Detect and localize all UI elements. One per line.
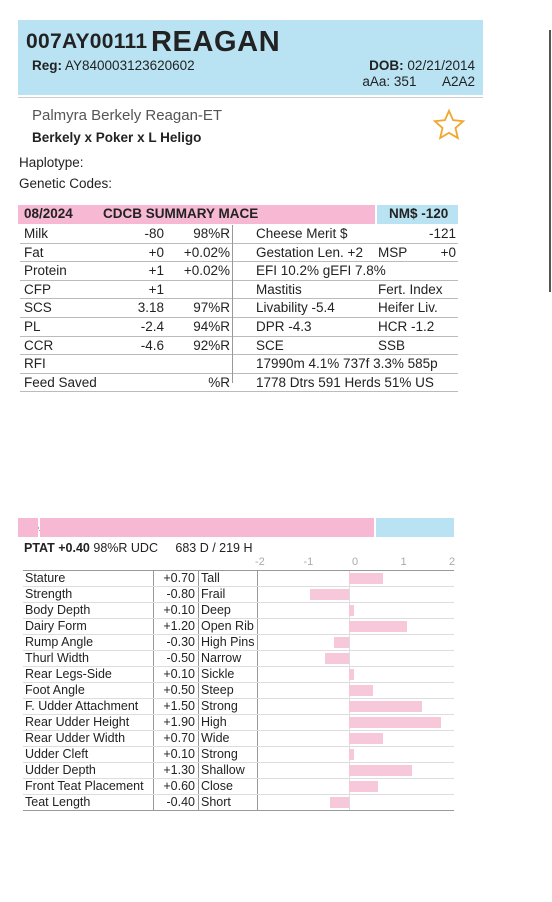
column-divider	[153, 747, 154, 762]
column-divider	[153, 795, 154, 810]
trait-value: +0.60	[163, 779, 195, 793]
summary-row	[20, 299, 458, 318]
trait-name: Strength	[25, 587, 73, 601]
summary-cell: Fert. Index	[378, 281, 443, 297]
trait-descriptor: Narrow	[201, 651, 242, 665]
a2-value: A2A2	[441, 74, 475, 89]
trait-descriptor: Close	[201, 779, 233, 793]
summary-cell: +0	[440, 244, 456, 260]
summary-cell: Cheese Merit $	[256, 226, 348, 241]
axis-tick-label: 0	[352, 556, 359, 568]
dob-label: DOB:	[369, 58, 404, 73]
column-divider	[153, 699, 154, 714]
header-divider	[18, 97, 483, 98]
trait-name: Body Depth	[25, 603, 91, 617]
trait-descriptor: Frail	[201, 587, 226, 601]
column-divider	[198, 779, 199, 794]
trait-row	[23, 795, 454, 810]
zero-line	[349, 587, 350, 602]
summary-cell: -4.6	[140, 337, 164, 353]
pedigree: Berkely x Poker x L Heligo	[32, 130, 202, 145]
summary-cell: SSB	[378, 337, 406, 353]
column-divider	[153, 587, 154, 602]
trait-name: Teat Length	[25, 795, 91, 809]
column-divider	[198, 763, 199, 778]
trait-name: Dairy Form	[25, 619, 87, 633]
column-divider	[257, 715, 258, 730]
column-divider	[198, 683, 199, 698]
column-divider	[198, 699, 199, 714]
type-trait-table	[23, 570, 454, 811]
trait-name: Rear Udder Height	[25, 715, 130, 729]
registration	[32, 58, 195, 73]
column-divider	[153, 715, 154, 730]
summary-row	[20, 281, 458, 300]
summary-cell: PL	[24, 318, 41, 334]
trait-descriptor: Shallow	[201, 763, 245, 777]
summary-cell: +1	[148, 263, 164, 279]
summary-cell: EFI 10.2% gEFI 7.8%	[256, 263, 386, 279]
trait-row	[23, 587, 454, 603]
column-divider	[257, 571, 258, 586]
column-divider	[198, 651, 199, 666]
summary-date: 08/2024	[24, 206, 73, 221]
summary-cell: -121	[428, 226, 456, 241]
summary-cell: MSP	[378, 244, 408, 260]
trait-descriptor: Wide	[201, 731, 230, 745]
summary-cell: Mastitis	[256, 281, 302, 297]
zero-line	[349, 635, 350, 650]
trait-descriptor: Steep	[201, 683, 234, 697]
trait-name: Stature	[25, 571, 66, 585]
trait-value: -0.40	[166, 795, 195, 809]
column-divider	[257, 683, 258, 698]
summary-header	[18, 205, 458, 224]
summary-cell: Milk	[24, 226, 48, 241]
summary-cell: Feed Saved	[24, 374, 97, 390]
column-divider	[153, 667, 154, 682]
trait-value: +0.10	[163, 747, 195, 761]
long-name: Palmyra Berkely Reagan-ET	[32, 107, 223, 124]
trait-value: +0.70	[163, 571, 195, 585]
summary-cell: +0.02%	[183, 263, 230, 279]
column-divider	[198, 571, 199, 586]
animal-name: REAGAN	[151, 26, 281, 58]
column-divider	[257, 699, 258, 714]
summary-cell: 97%R	[193, 300, 230, 316]
trait-name: Udder Depth	[25, 763, 96, 777]
summary-row	[20, 262, 458, 281]
column-divider	[153, 651, 154, 666]
trait-value: +0.50	[163, 683, 195, 697]
type-axis-ticks	[255, 556, 456, 568]
column-divider	[257, 651, 258, 666]
trait-row	[23, 619, 454, 635]
column-divider	[257, 587, 258, 602]
trait-bar	[310, 589, 349, 600]
summary-cell: Protein	[24, 263, 67, 279]
trait-row	[23, 779, 454, 795]
trait-value: -0.50	[166, 651, 195, 665]
animal-header	[18, 20, 483, 95]
trait-bar	[349, 701, 422, 712]
aaa-value: aAa: 351	[362, 74, 417, 89]
genetic-codes-label: Genetic Codes:	[19, 176, 113, 191]
column-divider	[153, 635, 154, 650]
trait-bar	[325, 653, 349, 664]
trait-row	[23, 747, 454, 763]
trait-row	[23, 635, 454, 651]
trait-value: +1.50	[163, 699, 195, 713]
axis-tick-label: 1	[400, 556, 407, 568]
summary-cell: +0.02%	[183, 244, 230, 260]
trait-value: -0.80	[166, 587, 195, 601]
column-divider	[198, 619, 199, 634]
summary-cell: +1	[148, 281, 164, 297]
dob-value: 02/21/2014	[407, 58, 475, 73]
column-divider	[257, 779, 258, 794]
summary-table	[20, 225, 458, 392]
column-divider	[153, 571, 154, 586]
trait-descriptor: Strong	[201, 699, 238, 713]
column-divider	[153, 763, 154, 778]
trait-value: +1.20	[163, 619, 195, 633]
column-divider	[153, 619, 154, 634]
trait-name: Rump Angle	[25, 635, 94, 649]
column-divider	[257, 747, 258, 762]
summary-cell: DPR -4.3	[256, 318, 312, 334]
summary-row	[20, 337, 458, 356]
summary-cell: 17990m 4.1% 737f 3.3% 585p	[256, 356, 438, 372]
type-left-bar	[18, 518, 38, 537]
summary-cell: CCR	[24, 337, 54, 353]
trait-name: Thurl Width	[25, 651, 89, 665]
date-of-birth	[369, 58, 475, 73]
summary-cell: RFI	[24, 356, 46, 372]
summary-row	[20, 355, 458, 374]
zero-line	[349, 795, 350, 810]
trait-value: +1.30	[163, 763, 195, 777]
column-divider	[257, 795, 258, 810]
animal-id: 007AY00111	[26, 30, 148, 53]
summary-row	[20, 318, 458, 337]
trait-bar	[334, 637, 349, 648]
trait-row	[23, 603, 454, 619]
trait-row	[23, 715, 454, 731]
aaa-info	[362, 74, 475, 89]
trait-bar	[349, 605, 354, 616]
summary-row	[20, 244, 458, 263]
trait-bar	[349, 749, 354, 760]
column-divider	[153, 683, 154, 698]
trait-value: +1.90	[163, 715, 195, 729]
column-divider	[257, 619, 258, 634]
column-divider	[198, 795, 199, 810]
trait-descriptor: Tall	[201, 571, 220, 585]
summary-cell: Livability -5.4	[256, 300, 335, 316]
udc-label: UDC	[130, 541, 158, 555]
zero-line	[349, 651, 350, 666]
trait-bar	[349, 573, 383, 584]
column-divider	[198, 731, 199, 746]
column-divider	[153, 603, 154, 618]
trait-value: +0.10	[163, 603, 195, 617]
summary-column-divider	[232, 225, 233, 383]
reg-label: Reg:	[32, 58, 62, 73]
column-divider	[198, 587, 199, 602]
summary-cell: +0	[148, 244, 164, 260]
summary-cell: -80	[144, 226, 164, 241]
star-outline-icon[interactable]	[432, 108, 466, 142]
summary-cell: 98%R	[193, 226, 230, 241]
trait-value: -0.30	[166, 635, 195, 649]
column-divider	[198, 603, 199, 618]
column-divider	[198, 715, 199, 730]
reg-value: AY840003123620602	[65, 58, 195, 73]
trait-bar	[349, 685, 373, 696]
type-blue-bar	[376, 518, 454, 537]
column-divider	[257, 635, 258, 650]
trait-descriptor: Deep	[201, 603, 231, 617]
trait-row	[23, 683, 454, 699]
summary-cell: 94%R	[193, 318, 230, 334]
trait-row	[23, 651, 454, 667]
column-divider	[198, 747, 199, 762]
column-divider	[198, 635, 199, 650]
column-divider	[257, 763, 258, 778]
type-pink-bar	[40, 518, 374, 537]
trait-name: Rear Legs-Side	[25, 667, 112, 681]
column-divider	[153, 779, 154, 794]
axis-tick-label: 2	[449, 556, 456, 568]
trait-value: +0.10	[163, 667, 195, 681]
column-divider	[257, 603, 258, 618]
column-divider	[257, 667, 258, 682]
trait-value: +0.70	[163, 731, 195, 745]
summary-cell: Gestation Len. +2	[256, 244, 363, 260]
nm-dollars: NM$ -120	[389, 206, 449, 221]
haplotype-label: Haplotype:	[19, 155, 84, 170]
ptat-value: PTAT +0.40	[24, 541, 90, 555]
trait-name: Front Teat Placement	[25, 779, 144, 793]
column-divider	[257, 731, 258, 746]
trait-descriptor: Open Rib	[201, 619, 254, 633]
trait-bar	[349, 765, 412, 776]
trait-row	[23, 763, 454, 779]
daughters-herds: 683 D / 219 H	[175, 541, 253, 555]
axis-tick-label: -1	[303, 556, 314, 568]
axis-tick-label: -2	[255, 556, 265, 568]
trait-row	[23, 699, 454, 715]
summary-cell: Fat	[24, 244, 44, 260]
summary-cell: 1778 Dtrs 591 Herds 51% US	[256, 374, 434, 390]
trait-name: Foot Angle	[25, 683, 85, 697]
trait-bar	[349, 781, 378, 792]
ptat-reliability: 98%R	[93, 541, 128, 555]
trait-name: F. Udder Attachment	[25, 699, 139, 713]
scrollbar[interactable]	[549, 30, 551, 292]
trait-descriptor: High	[201, 715, 227, 729]
summary-cell: CFP	[24, 281, 51, 297]
summary-cell: 92%R	[193, 337, 230, 353]
trait-bar	[349, 669, 354, 680]
trait-row	[23, 731, 454, 747]
ptat-line	[24, 541, 253, 555]
column-divider	[153, 731, 154, 746]
trait-bar	[330, 797, 349, 808]
trait-row	[23, 667, 454, 683]
column-divider	[198, 667, 199, 682]
summary-title: CDCB SUMMARY MACE	[103, 206, 259, 221]
summary-cell: %R	[208, 374, 230, 390]
trait-bar	[349, 733, 383, 744]
summary-cell: SCS	[24, 300, 52, 316]
trait-bar	[349, 717, 441, 728]
trait-descriptor: Sickle	[201, 667, 235, 681]
trait-bar	[349, 621, 407, 632]
summary-cell: Heifer Liv.	[378, 300, 438, 316]
trait-row	[23, 571, 454, 587]
summary-cell: HCR -1.2	[378, 318, 435, 334]
type-summary-header	[18, 518, 454, 537]
trait-name: Rear Udder Width	[25, 731, 126, 745]
trait-descriptor: Strong	[201, 747, 238, 761]
summary-cell: -2.4	[140, 318, 164, 334]
trait-name: Udder Cleft	[25, 747, 89, 761]
summary-row	[20, 374, 458, 393]
trait-descriptor: High Pins	[201, 635, 255, 649]
summary-cell: SCE	[256, 337, 284, 353]
summary-cell: 3.18	[137, 300, 164, 316]
summary-row	[20, 225, 458, 244]
trait-descriptor: Short	[201, 795, 231, 809]
